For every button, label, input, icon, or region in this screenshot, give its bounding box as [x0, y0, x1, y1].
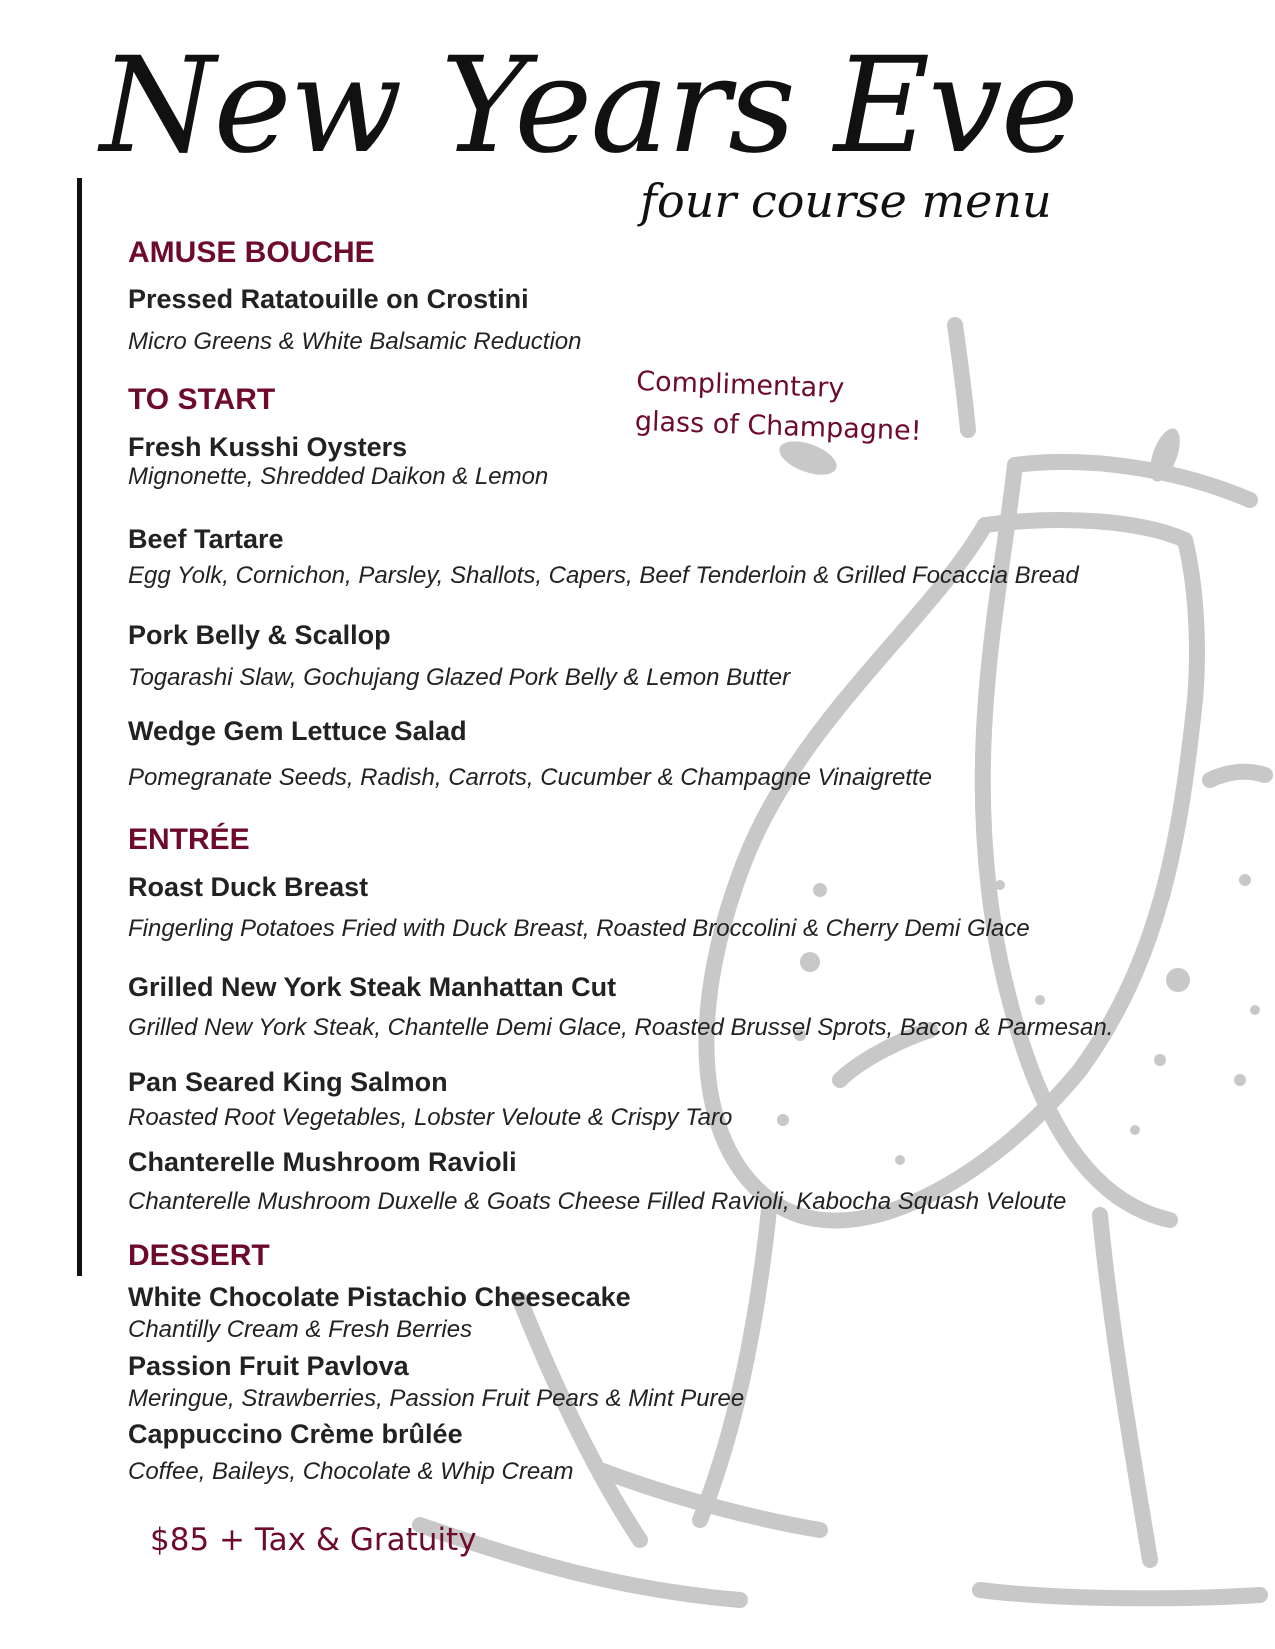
dish-description: Chantilly Cream & Fresh Berries	[128, 1316, 473, 1343]
dish-description: Coffee, Baileys, Chocolate & Whip Cream	[128, 1458, 574, 1485]
section-heading-to-start: TO START	[128, 383, 276, 416]
dish-name: Pan Seared King Salmon	[128, 1067, 448, 1097]
dish-description: Fingerling Potatoes Fried with Duck Breast, Roasted Broccolini & Cherry Demi Glace	[128, 915, 1030, 942]
dish-name: Pressed Ratatouille on Crostini	[128, 284, 529, 314]
dish-description: Togarashi Slaw, Gochujang Glazed Pork Belly & Lemon Butter	[128, 664, 791, 691]
champagne-promo	[634, 362, 923, 452]
dish-name: White Chocolate Pistachio Cheesecake	[128, 1282, 631, 1312]
price-label: $85 + Tax & Gratuity	[150, 1522, 477, 1558]
dish-name: Chanterelle Mushroom Ravioli	[128, 1147, 517, 1177]
dish-name: Pork Belly & Scallop	[128, 620, 391, 650]
page-title: New Years Eve	[100, 29, 1077, 183]
dish-description: Egg Yolk, Cornichon, Parsley, Shallots, Capers, Beef Tenderloin & Grilled Focaccia Bread	[128, 562, 1079, 589]
dish-name: Beef Tartare	[128, 524, 284, 554]
page-subtitle: four course menu	[640, 174, 1052, 228]
dish-name: Passion Fruit Pavlova	[128, 1351, 409, 1381]
dish-description: Roasted Root Vegetables, Lobster Veloute & Crispy Taro	[128, 1104, 733, 1131]
section-heading-dessert: DESSERT	[128, 1239, 270, 1272]
section-heading-entree: ENTRÉE	[128, 823, 250, 856]
dish-description: Grilled New York Steak, Chantelle Demi Glace, Roasted Brussel Sprots, Bacon & Parmesan.	[128, 1014, 1114, 1041]
dish-description: Micro Greens & White Balsamic Reduction	[128, 328, 582, 355]
dish-name: Grilled New York Steak Manhattan Cut	[128, 972, 617, 1002]
section-heading-amuse-bouche: AMUSE BOUCHE	[128, 236, 375, 269]
dish-description: Chanterelle Mushroom Duxelle & Goats Cheese Filled Ravioli, Kabocha Squash Veloute	[128, 1188, 1067, 1215]
dish-description: Mignonette, Shredded Daikon & Lemon	[128, 463, 549, 490]
promo-line-2: glass of Champagne!	[634, 405, 922, 447]
dish-name: Fresh Kusshi Oysters	[128, 432, 408, 462]
vertical-divider	[77, 178, 82, 1276]
dish-description: Meringue, Strawberries, Passion Fruit Pears & Mint Puree	[128, 1385, 745, 1412]
dish-name: Wedge Gem Lettuce Salad	[128, 716, 467, 746]
dish-name: Cappuccino Crème brûlée	[128, 1419, 463, 1449]
dish-name: Roast Duck Breast	[128, 872, 369, 902]
dish-description: Pomegranate Seeds, Radish, Carrots, Cucumber & Champagne Vinaigrette	[128, 764, 932, 791]
promo-line-1: Complimentary	[635, 365, 845, 405]
